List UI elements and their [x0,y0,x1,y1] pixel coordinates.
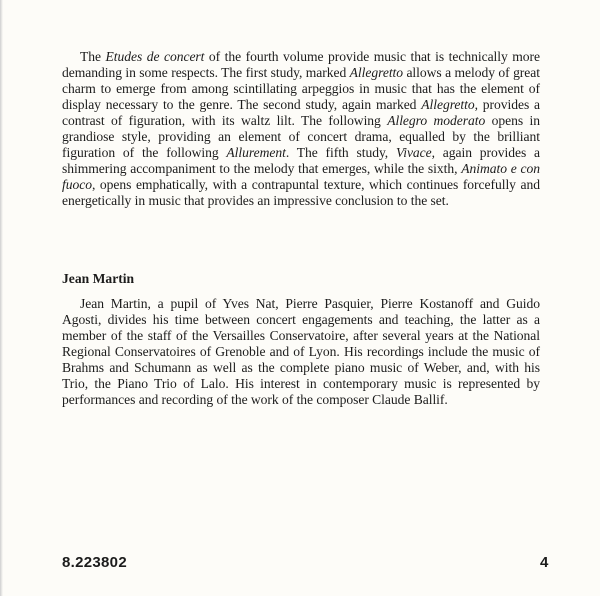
italic-title-allurement: Allurement [226,145,286,160]
text-run: , opens emphatically, with a contrapuntal texture, which continues forcefully and energetically in music that provides an impressive conclusion to the set. [62,177,540,208]
catalog-number: 8.223802 [62,554,127,571]
text-run: of the fourth volume provide music that is technically more demanding in some respects. The first study, marked [62,49,540,80]
text-run: opens in grandiose style, providing an element of concert drama, equalled by the brilliant figuration of the following [62,113,540,160]
etudes-paragraph [62,49,540,209]
section-heading: Jean Martin [62,271,135,286]
text-run: The [80,49,106,64]
text-run: , again provides a shimmering accompaniment to the melody that emerges, while the sixth, [62,145,540,176]
text-run: allows a melody of great charm to emerge from among scintillating arpeggios in music that has the element of display necessary to the genre. The second study, again marked [62,65,540,112]
italic-tempo-allegretto-1: Allegretto [349,65,404,80]
biography-paragraph: Jean Martin, a pupil of Yves Nat, Pierre Pasquier, Pierre Kostanoff and Guido Agosti, divides his time between concert engagements and teaching, the latter as a member of the staff of the Versailles Conservatoire, after several years at the National Regional Conservatoires of Grenoble and of Lyon. His recordings include the music of Brahms and Schumann as well as the complete piano music of Weber, and, with his Trio, the Piano Trio of Lalo. His interest in contemporary music is represented by performances and recording of the work of the composer Claude Ballif. [62,296,540,407]
text-run: , provides a contrast of figuration, with its waltz lilt. The following [62,97,540,128]
page-number: 4 [540,554,549,571]
italic-tempo-vivace: Vivace [395,145,432,160]
italic-tempo-allegro-moderato: Allegro moderato [387,113,486,128]
text-run: . The fifth study, [285,145,396,160]
italic-tempo-animato: Animato e con fuoco [62,161,540,192]
page-edge-shadow [0,0,3,596]
italic-tempo-allegretto-2: Allegretto [421,97,475,112]
italic-title-etudes: Etudes de concert [105,49,205,64]
